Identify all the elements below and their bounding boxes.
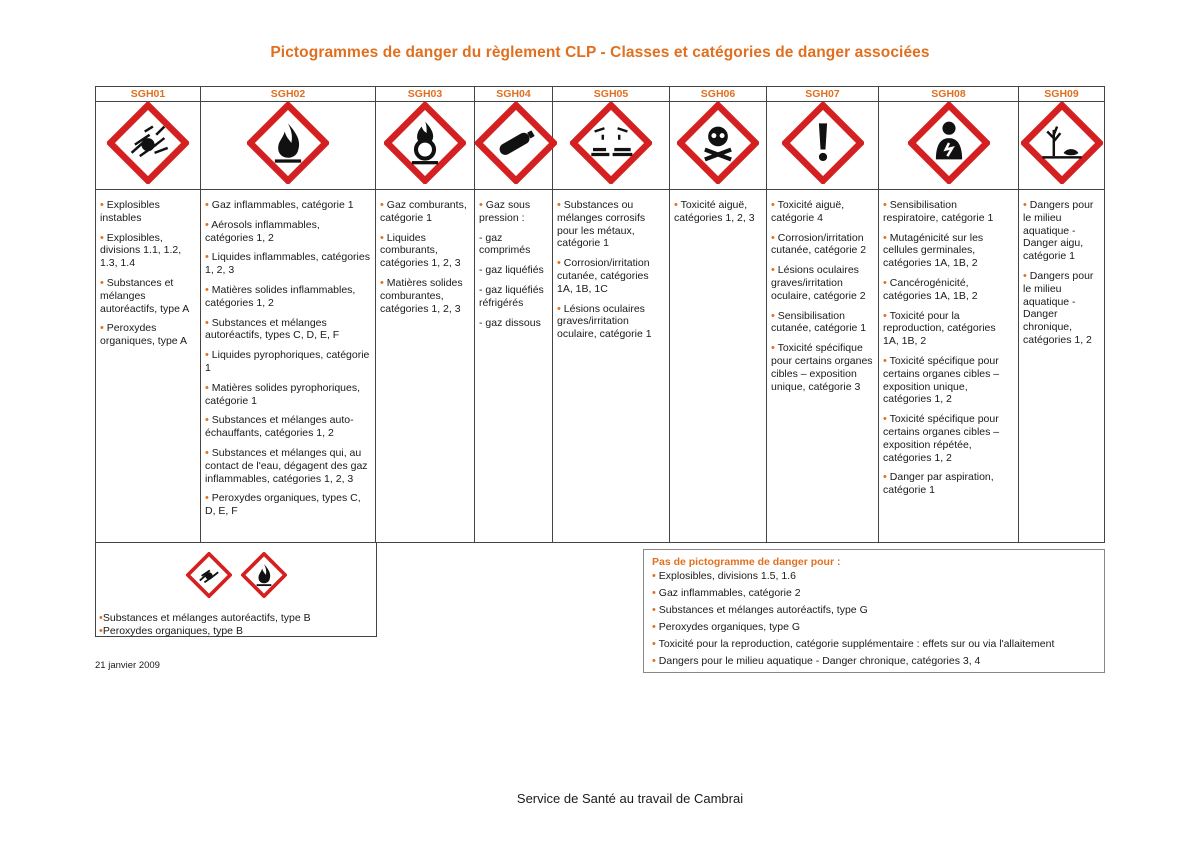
list-item: • Sensibilisation respiratoire, catégorie 1 — [883, 199, 994, 224]
list-item: • Toxicité spécifique pour certains organes cibles – exposition unique, catégorie 3 — [771, 342, 873, 393]
list-item: • Substances et mélanges autoréactifs, type G — [652, 604, 868, 616]
column-code: SGH09 — [1019, 87, 1105, 102]
list-item: • Matières solides pyrophoriques, catégorie 1 — [205, 381, 361, 407]
list-item: • Matières solides comburantes, catégories 1, 2, 3 — [380, 276, 463, 315]
column-code: SGH07 — [767, 87, 879, 102]
page-title: Pictogrammes de danger du règlement CLP - Classes et catégories de danger associées — [270, 44, 930, 61]
flame-over-circle-icon — [384, 102, 466, 184]
list-item: - gaz liquéfiés réfrigérés — [479, 283, 544, 309]
document-date: 21 janvier 2009 — [95, 660, 160, 671]
exclamation-mark-icon — [782, 102, 864, 184]
flame-icon — [241, 552, 287, 602]
list-item: •Substances et mélanges autoréactifs, type B — [99, 612, 311, 624]
list-item: • Explosibles instables — [100, 199, 160, 224]
list-item: • Sensibilisation cutanée, catégorie 1 — [771, 309, 867, 335]
footer-text: Service de Santé au travail de Cambrai — [516, 791, 744, 806]
pictogram-row — [96, 102, 1105, 190]
hazard-list-sgh08 — [879, 190, 1019, 543]
list-item: - gaz dissous — [479, 316, 541, 329]
list-item: • Aérosols inflammables, catégories 1, 2 — [205, 218, 320, 244]
hazard-classes-row — [96, 190, 1105, 543]
column-code: SGH04 — [475, 87, 553, 102]
list-item: - gaz liquéfiés — [479, 264, 544, 277]
list-item: • Lésions oculaires graves/irritation oculaire, catégorie 2 — [771, 264, 866, 302]
column-code: SGH02 — [201, 87, 376, 102]
list-item: •Peroxydes organiques, type B — [99, 624, 243, 637]
list-item: • Gaz sous pression : — [479, 199, 531, 224]
list-item: • Corrosion/irritation cutanée, catégories 1A, 1B, 1C — [557, 257, 650, 295]
list-item: • Toxicité pour la reproduction, catégories 1A, 1B, 2 — [883, 309, 996, 348]
flame-icon — [247, 102, 329, 184]
column-code: SGH01 — [96, 87, 201, 102]
no-pictogram-box — [643, 549, 1105, 673]
list-item: • Danger par aspiration, catégorie 1 — [883, 471, 994, 497]
pictogram-table — [95, 86, 1105, 543]
column-code: SGH06 — [670, 87, 767, 102]
list-item: • Cancérogénicité, catégories 1A, 1B, 2 — [883, 276, 978, 302]
list-item: • Toxicité aiguë, catégorie 4 — [771, 199, 845, 224]
list-item: • Liquides comburants, catégories 1, 2, 3 — [380, 231, 461, 270]
list-item: • Explosibles, divisions 1.5, 1.6 — [652, 570, 796, 582]
exploding-bomb-icon — [186, 552, 232, 602]
skull-crossbones-icon — [677, 102, 759, 184]
hazard-list-sgh07 — [767, 190, 879, 543]
exploding-bomb-icon — [107, 102, 189, 184]
corrosion-icon — [570, 102, 652, 184]
list-item: • Liquides inflammables, catégories 1, 2, 3 — [205, 251, 370, 277]
hazard-list-sgh02 — [201, 190, 376, 543]
list-item: • Toxicité spécifique pour certains organes cibles – exposition répétée, catégories 1, 2 — [883, 413, 1000, 464]
hazard-list-sgh05 — [553, 190, 670, 543]
list-item: • Lésions oculaires graves/irritation oculaire, catégorie 1 — [557, 302, 652, 341]
list-item: • Substances et mélanges qui, au contact de l'eau, dégagent des gaz inflammables, catégories 1, 2, 3 — [205, 446, 368, 485]
hazard-list-sgh06 — [670, 190, 767, 543]
list-item: • Dangers pour le milieu aquatique - Danger chronique, catégories 1, 2 — [1023, 269, 1094, 346]
column-code: SGH03 — [376, 87, 475, 102]
list-item: • Corrosion/irritation cutanée, catégorie 2 — [771, 231, 867, 257]
list-item: • Toxicité spécifique pour certains organes cibles – exposition unique, catégories 1, 2 — [883, 354, 1000, 406]
list-item: • Toxicité aiguë, catégories 1, 2, 3 — [674, 199, 755, 224]
list-item: • Substances et mélanges autoréactifs, type A — [100, 276, 190, 315]
list-item: • Matières solides inflammables, catégories 1, 2 — [205, 283, 356, 309]
combined-pictogram-box — [95, 542, 377, 637]
list-item: • Explosibles, divisions 1.1, 1.2, 1.3, 1.4 — [100, 231, 182, 270]
list-item: • Peroxydes organiques, types C, D, E, F — [205, 492, 361, 518]
list-item: • Dangers pour le milieu aquatique - Danger chronique, catégories 3, 4 — [652, 655, 981, 667]
code-row — [96, 87, 1105, 102]
list-item: • Toxicité pour la reproduction, catégorie supplémentaire : effets sur ou via l'allaitement — [652, 638, 1055, 650]
list-item: • Peroxydes organiques, type A — [100, 322, 187, 348]
list-item: • Gaz inflammables, catégorie 2 — [652, 587, 801, 599]
hazard-list-sgh04 — [475, 190, 553, 543]
health-hazard-icon — [908, 102, 990, 184]
list-item: • Peroxydes organiques, type G — [652, 621, 801, 633]
column-code: SGH08 — [879, 87, 1019, 102]
list-item: • Substances et mélanges autoréactifs, types C, D, E, F — [205, 316, 340, 342]
list-item: • Substances et mélanges auto-échauffants, catégories 1, 2 — [205, 414, 354, 440]
hazard-list-sgh09 — [1019, 190, 1105, 543]
gas-cylinder-icon — [475, 102, 557, 184]
list-item: • Gaz inflammables, catégorie 1 — [205, 199, 354, 211]
no-pictogram-title: Pas de pictogramme de danger pour : — [652, 556, 841, 568]
list-item: - gaz comprimés — [479, 231, 531, 257]
environment-icon — [1021, 102, 1103, 184]
column-code: SGH05 — [553, 87, 670, 102]
list-item: • Dangers pour le milieu aquatique - Danger aigu, catégorie 1 — [1023, 199, 1094, 263]
list-item: • Mutagénicité sur les cellules germinales, catégories 1A, 1B, 2 — [883, 231, 984, 270]
hazard-list-sgh03 — [376, 190, 475, 543]
list-item: • Substances ou mélanges corrosifs pour les métaux, catégorie 1 — [557, 199, 646, 250]
hazard-list-sgh01 — [96, 190, 201, 543]
list-item: • Liquides pyrophoriques, catégorie 1 — [205, 349, 370, 374]
list-item: • Gaz comburants, catégorie 1 — [380, 199, 467, 224]
